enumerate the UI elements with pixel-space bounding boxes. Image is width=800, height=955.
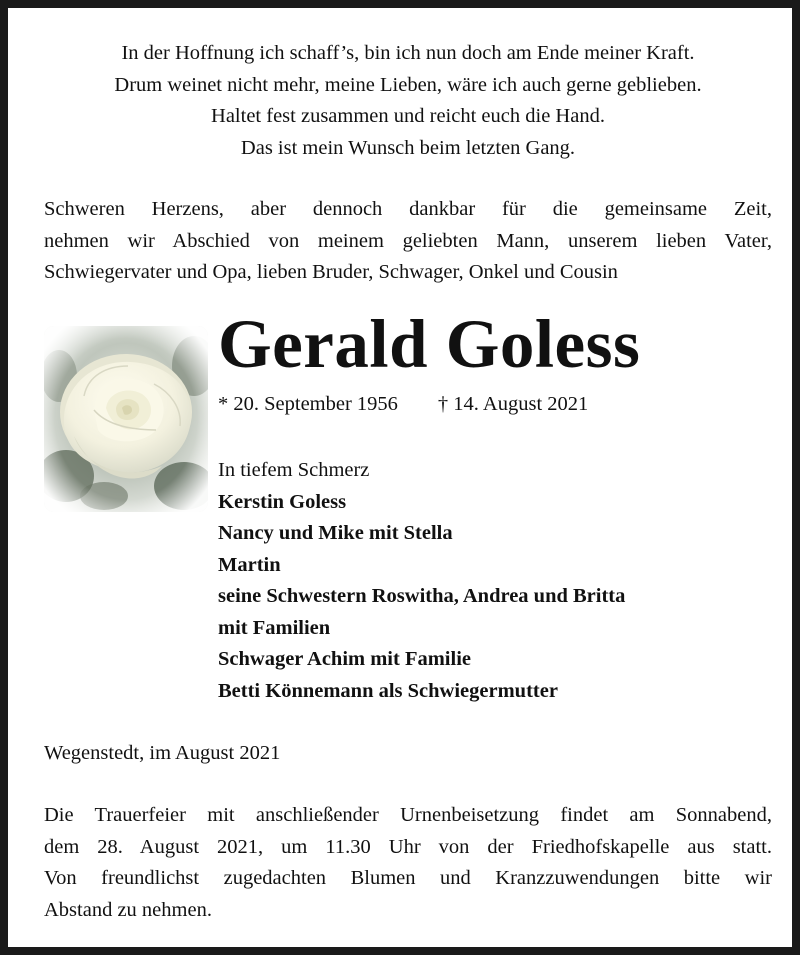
poem-line: Haltet fest zusammen und reicht euch die Hand.	[211, 105, 605, 127]
mourners-intro: In tiefem Schmerz	[218, 459, 370, 481]
mourner-name: Nancy und Mike mit Stella	[218, 522, 453, 544]
notice-line: Abstand zu nehmen.	[44, 898, 212, 921]
white-rose-image	[44, 326, 208, 512]
life-dates	[218, 389, 588, 421]
birth-date: * 20. September 1956	[218, 393, 398, 415]
mourner-name: Martin	[218, 553, 281, 576]
mourner-name: seine Schwestern Roswitha, Andrea und Britta	[218, 585, 626, 607]
intro-paragraph	[44, 194, 772, 289]
funeral-notice	[44, 800, 772, 926]
mourner-name: Schwager Achim mit Familie	[218, 648, 471, 670]
poem-line: Das ist mein Wunsch beim letzten Gang.	[240, 136, 576, 159]
intro-line: nehmen wir Abschied von meinem geliebten Mann, unserem lieben Vater,	[44, 229, 772, 252]
mourners-list	[218, 455, 625, 707]
intro-line: Schwiegervater und Opa, lieben Bruder, Schwager, Onkel und Cousin	[44, 261, 618, 283]
notice-line: Die Trauerfeier mit anschließender Urnenbeisetzung findet am Sonnabend,	[44, 804, 772, 826]
poem-line: In der Hoffnung ich schaff’s, bin ich nun doch am Ende meiner Kraft.	[121, 42, 695, 64]
intro-line: Schweren Herzens, aber dennoch dankbar für die gemeinsame Zeit,	[44, 198, 772, 220]
notice-line: Von freundlichst zugedachten Blumen und Kranzzuwendungen bitte wir	[44, 867, 772, 889]
mourner-name: Kerstin Goless	[218, 490, 347, 513]
mourner-name: mit Familien	[218, 616, 331, 639]
poem-line: Drum weinet nicht mehr, meine Lieben, wäre ich auch gerne geblieben.	[114, 73, 702, 96]
deceased-name: Gerald Goless	[218, 306, 641, 382]
death-date: † 14. August 2021	[437, 393, 589, 415]
mourner-name: Betti Könnemann als Schwiegermutter	[218, 679, 558, 702]
notice-line: dem 28. August 2021, um 11.30 Uhr von der Friedhofskapelle aus statt.	[44, 835, 772, 858]
poem	[38, 38, 778, 164]
place-and-date: Wegenstedt, im August 2021	[44, 742, 281, 764]
